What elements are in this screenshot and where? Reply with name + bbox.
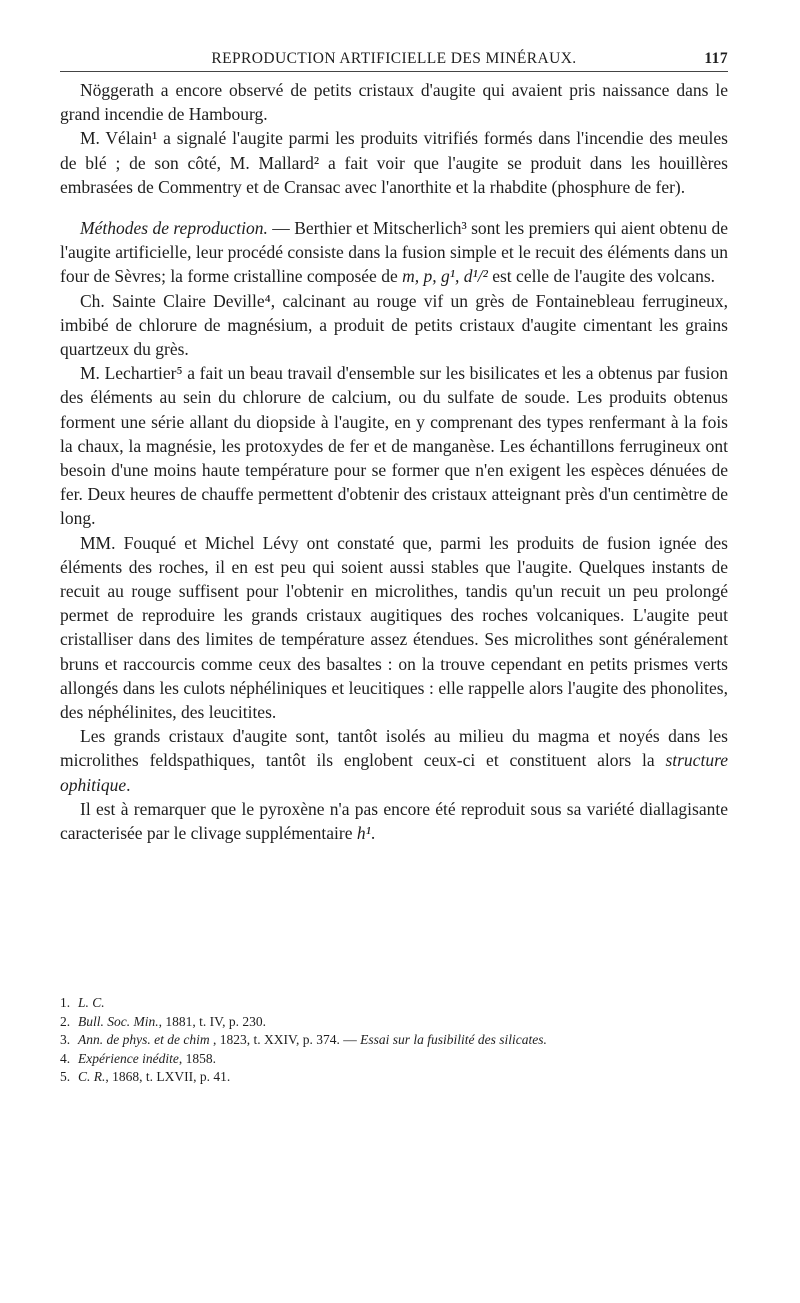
footnote: 3. Ann. de phys. et de chim , 1823, t. XXIV, p. 374. — Essai sur la fusibilité des silicates. xyxy=(60,1032,547,1047)
footnote: 5. C. R., 1868, t. LXVII, p. 41. xyxy=(60,1069,231,1084)
body-text xyxy=(60,78,728,845)
paragraph: Il est à remarquer que le pyroxène n'a pas encore été reproduit sous sa variété diallagisante caracterisée par le clivage supplémentaire h¹. xyxy=(60,798,728,844)
footnote: 1. L. C. xyxy=(60,995,105,1010)
footnotes xyxy=(60,994,728,1087)
section-heading: Méthodes de reproduction. xyxy=(80,218,268,239)
paragraph: Ch. Sainte Claire Deville⁴, calcinant au rouge vif un grès de Fontainebleau ferrugineux, imbibé de chlorure de magnésium, a produit de petits cristaux d'augite cimentant les grains quartzeux du grès. xyxy=(60,290,728,360)
footnote: 2. Bull. Soc. Min., 1881, t. IV, p. 230. xyxy=(60,1013,267,1029)
header-rule xyxy=(60,71,728,72)
page-number: 117 xyxy=(704,50,728,67)
footnote: 4. Expérience inédite, 1858. xyxy=(60,1050,216,1066)
paragraph: M. Vélain¹ a signalé l'augite parmi les produits vitrifiés formés dans l'incendie des meules de blé ; de son côté, M. Mallard² a fait voir que l'augite se produit dans les houillères embrasées de Commentry et de Cransac avec l'anorthite et la rhabdite (phosphure de fer). xyxy=(60,128,728,197)
running-title: REPRODUCTION ARTIFICIELLE DES MINÉRAUX. xyxy=(211,50,577,67)
paragraph: Nöggerath a encore observé de petits cristaux d'augite qui avaient pris naissance dans le grand incendie de Hambourg. xyxy=(60,80,728,125)
paragraph: M. Lechartier⁵ a fait un beau travail d'ensemble sur les bisilicates et les a obtenus par fusion des éléments au sein du chlorure de calcium, ou du sulfate de soude. Les produits obtenus forment une série allant du diopside à l'augite, en y comprenant des types renfermant à la fois la chaux, la magnésie, les protoxydes de fer et de manganèse. Les échantillons ferrugineux ont besoin d'une moins haute température pour se former que n'en exigent les espèces dénuées de fer. Deux heures de chauffe permettent d'obtenir des cristaux atteignant près d'un centimètre de long. xyxy=(60,363,728,529)
paragraph-methods: Méthodes de reproduction. — Berthier et Mitscherlich³ sont les premiers qui aient obtenu de l'augite artificielle, leur procédé consiste dans la fusion simple et le recuit des éléments dans un four de Sèvres; la forme cristalline composée de m, p, g¹, d¹/² est celle de l'augite des volcans. xyxy=(60,218,729,287)
paragraph: MM. Fouqué et Michel Lévy ont constaté que, parmi les produits de fusion ignée des éléments des roches, il en est peu qui soient aussi stables que l'augite. Quelques instants de recuit au rouge suffisent pour l'obtenir en microlithes, tandis qu'un recuit un peu prolongé permet de reproduire les grands cristaux augitiques des roches volcaniques. L'augite peut cristalliser dans des limites de température assez étendues. Ses microlithes sont généralement bruns et raccourcis comme ceux des basaltes : on la trouve cependant en petits prismes verts allongés dans les culots néphéliniques et leucitiques : elle rappelle alors l'augite des phonolites, des néphélinites, des leucitites. xyxy=(60,532,728,723)
paragraph: Les grands cristaux d'augite sont, tantôt isolés au milieu du magma et noyés dans les microlithes feldspathiques, tantôt ils englobent ceux-ci et constituent alors la structure ophitique. xyxy=(60,726,728,795)
